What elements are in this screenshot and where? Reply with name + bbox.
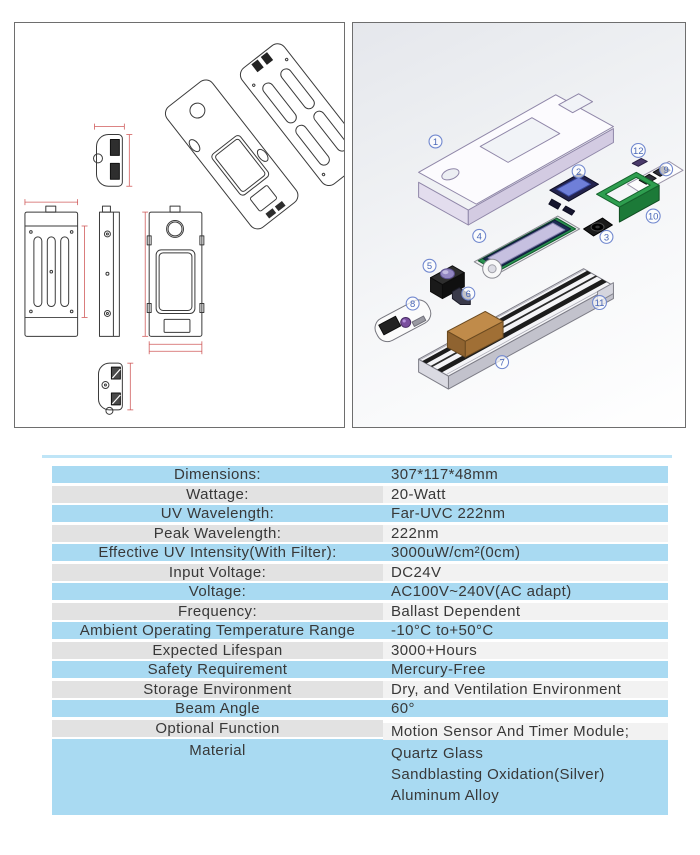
svg-text:9: 9 [663,164,669,176]
spec-value-line: Sandblasting Oxidation(Silver) [391,766,605,783]
connector-part [632,158,647,166]
spec-row [52,622,668,639]
part-number-badge [600,230,613,243]
part-number-badge [473,229,486,242]
spec-value-line: Aluminum Alloy [391,787,500,804]
front-view [147,206,204,336]
spec-label: Frequency: [52,603,383,620]
svg-text:12: 12 [633,145,644,157]
spec-row [52,661,668,678]
spec-value: 60° [383,700,668,717]
part-number-badge [462,287,475,300]
svg-text:11: 11 [594,298,605,310]
spec-label: Peak Wavelength: [52,525,383,542]
svg-text:1: 1 [432,136,439,148]
lamp-assembly-part [474,216,579,278]
spec-value: Far-UVC 222nm [383,505,668,522]
svg-text:5: 5 [426,261,433,273]
spec-label: Storage Environment [52,681,383,698]
spec-value [383,739,668,815]
part-number-badge [406,297,419,310]
spec-value: Dry, and Ventilation Environment [383,681,668,698]
svg-text:6: 6 [465,289,471,301]
part-number-badge [646,209,660,223]
spec-value: 3000+Hours [383,642,668,659]
spec-label: Input Voltage: [52,564,383,581]
spec-label: Dimensions: [52,466,383,483]
top-cover-part [419,94,614,225]
spec-value: Mercury-Free [383,661,668,678]
back-view [25,206,78,336]
spec-row [52,739,668,815]
spec-row [52,642,668,659]
spec-label: Voltage: [52,583,383,600]
blue-module-part [549,173,599,215]
part-number-badge [423,259,436,272]
cad-drawing [15,23,344,427]
spec-value: DC24V [383,564,668,581]
spec-label: Ambient Operating Temperature Range [52,622,383,639]
end-view-bottom [98,363,122,414]
spec-value: 222nm [383,525,668,542]
spec-row [52,564,668,581]
spec-label: Optional Function [52,720,383,737]
table-top-border [42,455,672,458]
knob-part [401,317,411,327]
spec-row [52,681,668,698]
spec-value-line: Quartz Glass [391,745,484,762]
spec-label: Wattage: [52,486,383,503]
svg-text:2: 2 [576,166,582,178]
spec-value: AC100V~240V(AC adapt) [383,583,668,600]
exploded-view-diagram [353,23,685,427]
spec-value: 3000uW/cm²(0cm) [383,544,668,561]
spec-row [52,466,668,483]
part-number-badge [593,296,607,310]
spec-table [52,466,668,815]
part-number-badge [631,143,645,157]
spec-row [52,719,668,740]
side-view [99,206,119,336]
spec-value: 20-Watt [383,486,668,503]
svg-text:7: 7 [499,357,505,369]
spec-label: Material [52,739,383,815]
svg-text:10: 10 [647,211,659,223]
spec-row [52,583,668,600]
spec-row [52,603,668,620]
part-number-badge [572,165,585,178]
part-number-badge [429,135,442,148]
spec-label: Expected Lifespan [52,642,383,659]
spec-label: UV Wavelength: [52,505,383,522]
spec-row [52,700,668,717]
spec-row [52,525,668,542]
exploded-view-panel [352,22,686,428]
svg-text:8: 8 [410,299,416,311]
cad-drawing-panel [14,22,345,428]
spec-label: Safety Requirement [52,661,383,678]
spec-row [52,486,668,503]
part-number-badge [496,356,509,369]
spec-value: -10°C to+50°C [383,622,668,639]
spec-row [52,544,668,561]
spec-label: Effective UV Intensity(With Filter): [52,544,383,561]
spec-value: Ballast Dependent [383,603,668,620]
spec-value: Motion Sensor And Timer Module; [383,723,668,740]
spec-label: Beam Angle [52,700,383,717]
svg-text:3: 3 [603,232,610,244]
svg-text:4: 4 [476,231,482,243]
spec-row [52,505,668,522]
part-number-badge [660,163,673,176]
spec-value: 307*117*48mm [383,466,668,483]
end-view-top [94,135,123,187]
